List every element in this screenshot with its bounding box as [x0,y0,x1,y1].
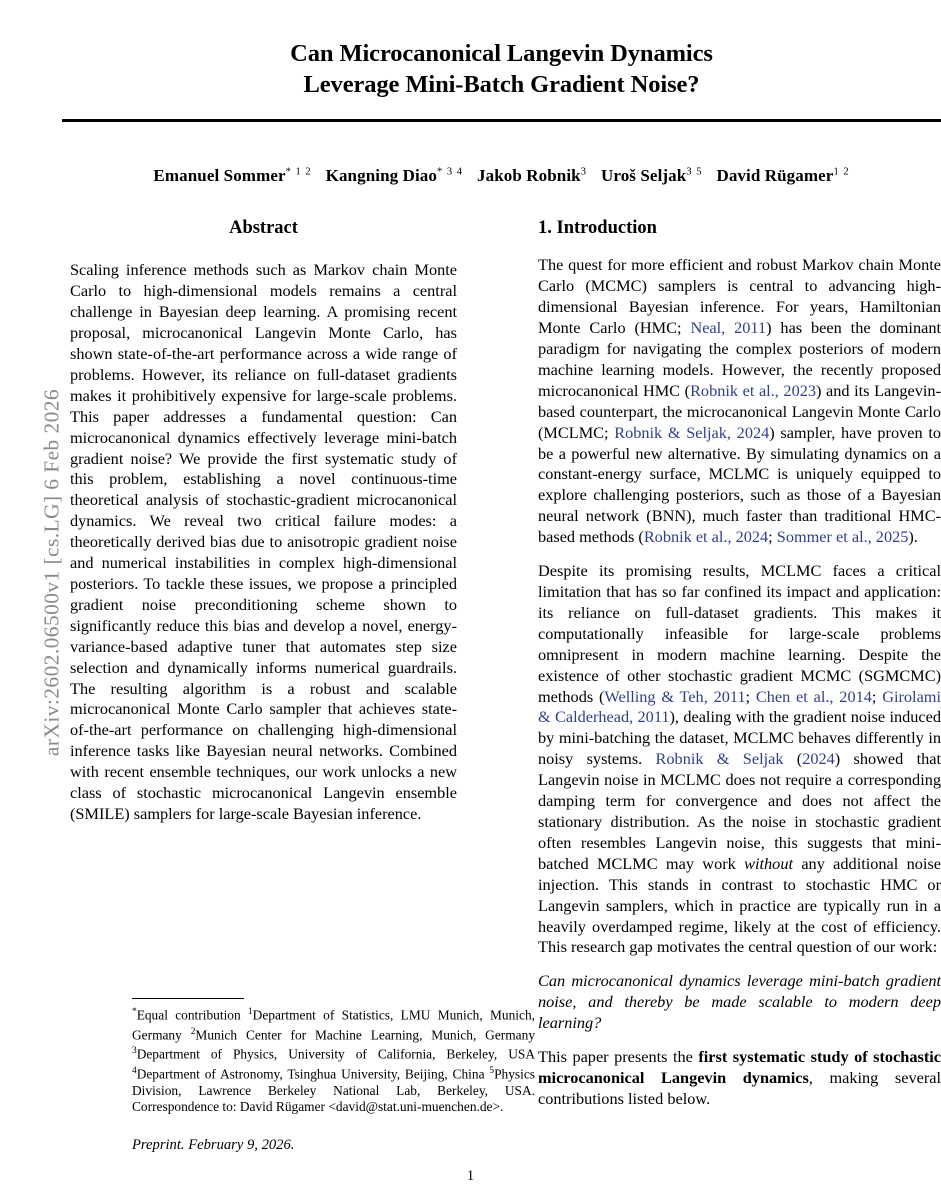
text-segment: ) has been the dominant paradigm for navigating the complex posteriors of modern machine learning models. However, the recently proposed microcanonical HMC ( [538,318,941,400]
abstract-body [62,260,465,824]
intro-paragraph-2 [538,561,941,958]
author-affiliation-marks: * 1 2 [285,166,312,178]
introduction-heading: 1. Introduction [538,218,657,239]
bold-phrase: first systematic study of stochastic microcanonical Langevin dynamics [538,1047,941,1087]
title-block [62,0,941,100]
text-segment: ), dealing with the gradient noise induced by mini-batching the dataset, MCLMC behaves differently in noisy systems. [538,707,941,769]
author-entry [477,166,587,185]
two-column-body [62,218,941,1109]
citation-link[interactable]: Chen et al., 2014 [755,686,872,706]
text-segment: This paper presents the [538,1047,699,1067]
footnote-rule [132,998,244,999]
text-segment: Equal contribution [136,1007,248,1023]
page-number: 1 [466,1168,475,1184]
intro-paragraph-3 [538,1047,941,1110]
emphasis-text: without [744,853,793,873]
author-name: Uroš Seljak [600,166,687,186]
author-name: Kangning Diao [325,166,437,186]
citation-link[interactable]: Welling & Teh, 2011 [604,686,746,706]
research-question: Can microcanonical dynamics leverage mini-batch gradient noise, and thereby be made scalable to modern deep learning? [538,971,941,1033]
text-segment: ). [908,527,918,547]
footnote-marker: 2 [190,1026,196,1037]
footnote-block [132,998,535,1154]
author-affiliation-marks: 3 [580,166,587,178]
author-affiliation-marks: 1 2 [833,166,850,178]
citation-link[interactable]: Neal, 2011 [690,318,767,338]
footnote-marker: 5 [489,1066,495,1077]
citation-link[interactable]: 2024 [802,749,835,769]
text-segment: Despite its promising results, MCLMC faces a critical limitation that has so far confined its impact and application: its reliance on full-dataset gradients. This makes it computationally infeasible for large-scale problems omnipresent in modern machine learning. Despite the existence of other stochastic gradient MCMC (SGMCMC) methods ( [538,561,941,706]
text-segment: ) sampler, have proven to be a powerful new alternative. By simulating dynamics on a constant-energy surface, MCLMC is uniquely equipped to explore challenging posteriors, such as those of a Bayesian neural network (BNN), much faster than traditional HMC-based methods ( [538,422,941,547]
footnote-marker: 1 [247,1007,253,1017]
text-segment: ; [745,686,756,706]
text-segment: ( [783,749,803,769]
footnote-star-marker: * [132,1007,137,1017]
author-entry [326,166,463,185]
page-title [62,38,941,100]
footnote-marker: 3 [132,1046,137,1057]
footnote-marker: 4 [132,1066,137,1077]
author-list [62,166,941,186]
author-name: David Rügamer [716,166,834,186]
author-name: Emanuel Sommer [153,166,286,186]
text-segment: ; [768,527,777,547]
affiliation-footnote [132,1004,535,1115]
abstract-paragraph: Scaling inference methods such as Markov chain Monte Carlo to high-dimensional models remains a central challenge in Bayesian deep learning. A promising recent proposal, microcanonical Langevin Monte Carlo, has shown state-of-the-art performance across a wide range of problems. However, its reliance on full-dataset gradients makes it prohibitively expensive for large-scale problems. This paper addresses a fundamental question: Can microcanonical dynamics effectively leverage mini-batch gradient noise? We provide the first systematic study of this problem, establishing a novel continuous-time theoretical analysis of stochastic-gradient microcanonical dynamics. We reveal two critical failure modes: a theoretically derived bias due to anisotropic gradient noise and numerical instabilities in complex high-dimensional posteriors. To tackle these issues, we propose a principled gradient noise preconditioning scheme shown to significantly reduce this bias and develop a novel, energy-variance-based adaptive tuner that automates step size selection and dynamically informs numerical guardrails. The resulting algorithm is a robust and scalable microcanonical Monte Carlo sampler that achieves state-of-the-art performance on challenging high-dimensional inference tasks like Bayesian neural networks. Combined with recent ensemble techniques, our work unlocks a new class of stochastic microcanonical Langevin ensemble (SMILE) samplers for large-scale Bayesian inference. [70,260,457,823]
left-column [62,218,465,1109]
header-rule [62,119,941,122]
text-segment: any additional noise injection. This stands in contrast to stochastic HMC or Langevin samplers, which in practice are typically run in a heavily overdamped regime, likely at the cost of efficiency. This research gap motivates the central question of our work: [538,853,941,957]
title-line-2: Leverage Mini-Batch Gradient Noise? [303,71,700,99]
right-column [538,218,941,1109]
text-segment: Department of Astronomy, Tsinghua University, Beijing, China [136,1066,490,1082]
text-segment: Department of Physics, University of California, Berkeley, USA [136,1046,535,1062]
author-affiliation-marks: 3 5 [686,166,703,178]
text-segment: Munich Center for Machine Learning, Munich, Germany [195,1027,536,1043]
author-name: Jakob Robnik [477,166,581,186]
citation-link[interactable]: Sommer et al., 2025 [776,527,909,547]
citation-link[interactable]: Robnik et al., 2023 [690,380,816,400]
author-affiliation-marks: * 3 4 [437,166,463,178]
text-segment: , making several contributions listed below. [538,1067,941,1108]
citation-link[interactable]: Robnik & Seljak, 2024 [614,422,770,442]
title-line-1: Can Microcanonical Langevin Dynamics [290,40,713,68]
text-segment: ) and its Langevin-based counterpart, the microcanonical Langevin Monte Carlo (MCLMC; [538,380,941,442]
arxiv-stamp: arXiv:2602.06500v1 [cs.LG] 6 Feb 2026 [39,388,64,757]
paper-page [62,0,941,1200]
preprint-notice: Preprint. February 9, 2026. [132,1137,295,1154]
citation-link[interactable]: Robnik et al., 2024 [643,527,769,547]
citation-link[interactable]: Robnik & Seljak [655,749,784,769]
text-segment: ) showed that Langevin noise in MCLMC does not require a corresponding damping term for convergence and does not affect the stationary distribution. As the noise in stochastic gradient often resembles Langevin noise, this suggests that mini-batched MCLMC may work [538,749,941,873]
text-segment: ; [871,686,883,706]
intro-paragraph-1 [538,255,941,548]
author-entry [153,166,311,185]
abstract-heading: Abstract [229,218,298,239]
author-entry [601,166,702,185]
text-segment: Physics Division, Lawrence Berkeley National Lab, Berkeley, USA. Correspondence to: David Rügamer <david@stat.uni-muenchen.de>. [132,1066,535,1114]
author-entry [716,166,849,185]
citation-link[interactable]: Girolami & Calderhead, 2011 [538,686,941,727]
text-segment: Department of Statistics, LMU Munich, Munich, Germany [132,1007,535,1043]
text-segment: The quest for more efficient and robust Markov chain Monte Carlo (MCMC) samplers is central to advancing high-dimensional Bayesian inference. For years, Hamiltonian Monte Carlo (HMC; [538,255,941,338]
